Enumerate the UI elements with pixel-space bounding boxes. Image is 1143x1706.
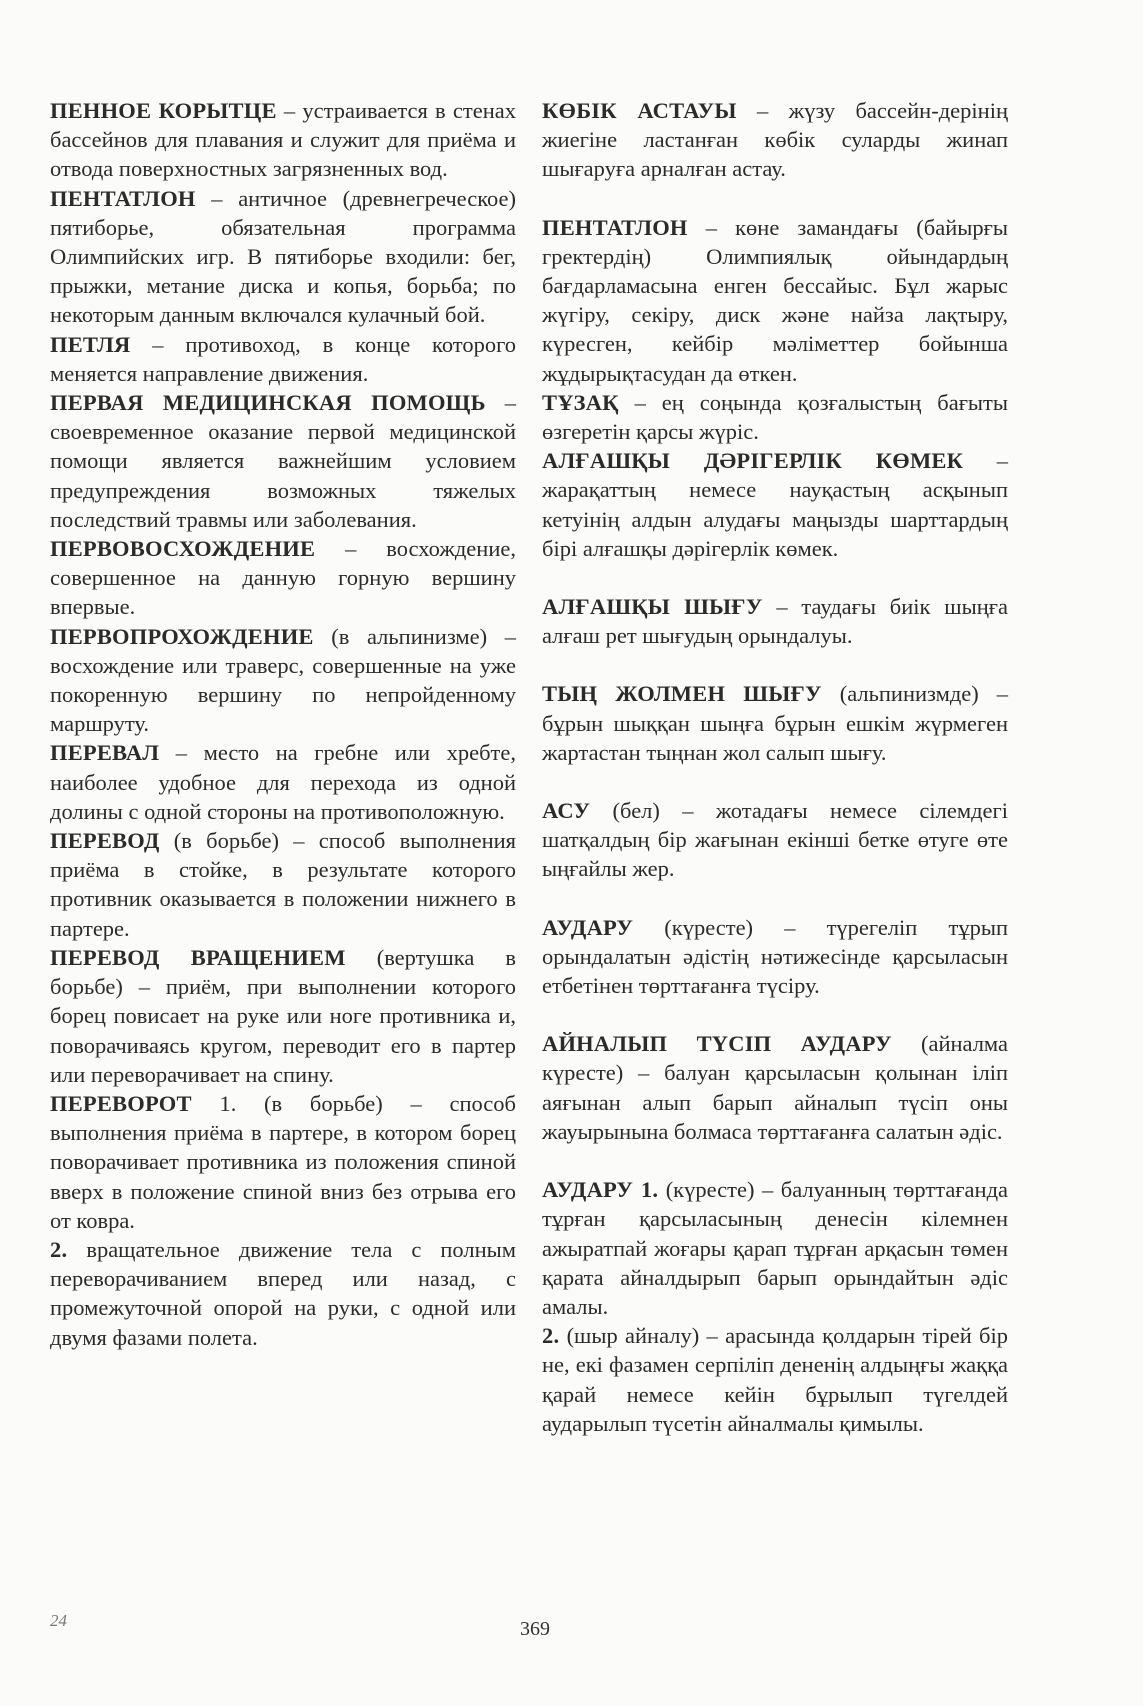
entry-petlya [50, 330, 516, 388]
entry-definition: – жүзу бассейн-дерінің жиегіне ластанған көбік суларды жинап шығаруға арналған астау. [542, 98, 1008, 182]
entry-term: АУДАРУ [542, 914, 634, 940]
entry-definition: – своевременное оказание первой медицинской помощи является важнейшим условием предупреждения возможных тяжелых последствий травмы или заболевания. [50, 390, 516, 532]
entry-term: ТЫҢ ЖОЛМЕН ШЫҒУ [542, 681, 822, 707]
entry-definition: – восхождение, совершенное на данную горную вершину впервые. [50, 536, 516, 620]
entry-term: ПЕННОЕ КОРЫТЦЕ [50, 98, 277, 123]
entry-tyn-zholmen-shygu [542, 679, 1008, 767]
entry-definition: – жарақаттың немесе науқастың асқынып кетуінің алдын алудағы маңызды шарттардың бірі алғашқы дәрігерлік көмек. [542, 448, 1008, 561]
entry-term: АСУ [542, 798, 591, 824]
entry-term: ПЕРВАЯ МЕДИЦИНСКАЯ ПОМОЩЬ [50, 390, 486, 416]
entry-pervaya-pomosch [50, 388, 516, 534]
entry-perevorot-2 [50, 1235, 516, 1352]
entry-definition: (вертушка в борьбе) – приём, при выполнении которого борец повисает на руке или ноге противника и, поворачиваясь кругом, переводит его в партер или переворачивает на спину. [50, 944, 516, 1087]
entry-definition: (в борьбе) – способ выполнения приёма в стойке, в результате которого противник оказывается в положении нижнего в партере. [50, 828, 516, 941]
entry-algashky-shygu [542, 592, 1008, 650]
entry-pervovoshozhdenie [50, 534, 516, 622]
entry-term: ПЕТЛЯ [50, 331, 131, 357]
entry-definition: – көне замандағы (байырғы гректердің) Олимпиялық ойындардың бағдарламасына енген бессайыс. Бұл жарыс жүгіру, секіру, диск және найза лақтыру, күресген, кейбір мәліметтер бойынша жұдырықтасудан да өткен. [542, 214, 1008, 386]
entry-definition: вращательное движение тела с полным переворачиванием вперед или назад, с промежуточной опорой на руки, с одной или двумя фазами полета. [50, 1236, 516, 1350]
entry-term: ПЕРЕВОРОТ [50, 1090, 192, 1116]
entry-algashky-komek [542, 446, 1008, 563]
entry-term: ТҰЗАҚ [542, 389, 619, 415]
entry-term: 2. [50, 1236, 68, 1262]
entry-definition: (шыр айналу) – арасында қолдарын тірей бір не, екі фазамен серпіліп дененің алдыңғы жаққа қарай немесе кейін бұрылып түгелдей аударылып түсетін айналмалы қимылы. [542, 1323, 1008, 1436]
entry-definition: – ең соңында қозғалыстың бағыты өзгеретін қарсы жүріс. [542, 389, 1008, 445]
entry-definition: – античное (древнегреческое) пятиборье, обязательная программа Олимпийских игр. В пятиборье входили: бег, прыжки, метание диска и копья, борьба; по некоторым данным включался кулачный бой. [50, 185, 516, 328]
entry-term: ПЕРЕВОД ВРАЩЕНИЕМ [50, 944, 346, 970]
entry-term: ПЕРЕВАЛ [50, 740, 160, 766]
footer-mark: 24 [50, 1611, 67, 1630]
entry-term: АУДАРУ 1. [542, 1177, 659, 1203]
entry-pentatlon [50, 184, 516, 330]
entry-asu [542, 796, 1008, 884]
entry-pentatlon-kz [542, 213, 1008, 388]
page-number: 369 [520, 1618, 550, 1640]
entry-audaru [542, 913, 1008, 1001]
entry-definition: – противоход, в конце которого меняется направление движения. [50, 331, 516, 386]
entry-definition: – таудағы биік шыңға алғаш рет шығудың орындалуы. [542, 594, 1008, 649]
entry-penoe-korytce [50, 96, 516, 184]
entry-definition: (күресте) – түрегеліп тұрып орындалатын әдістің нәтижесінде қарсыласын етбетінен төрттағанға түсіру. [542, 914, 1008, 999]
entry-definition: – место на гребне или хребте, наиболее удобное для перехода из одной долины с одной стороны на противоположную. [50, 740, 516, 824]
entry-pereval [50, 738, 516, 826]
entry-term: АЛҒАШҚЫ ШЫҒУ [542, 594, 763, 620]
entry-term: 2. [542, 1323, 560, 1349]
entry-ainalyp-audaru [542, 1029, 1008, 1146]
entry-term: ПЕРВОПРОХОЖДЕНИЕ [50, 623, 314, 649]
entry-tuzak [542, 388, 1008, 446]
entry-term: ПЕРВОВОСХОЖДЕНИЕ [50, 536, 316, 562]
entry-definition: (күресте) – балуанның төрттағанда тұрған қарсыласының денесін кілемнен ажыратпай жоғары қарап тұрған арқасын төмен қарата айналдырып барып орындайтын әдіс амалы. [542, 1177, 1009, 1319]
entry-definition: (бел) – жотадағы немесе сілемдегі шатқалдың бір жағынан екінші бетке өтуге өте ыңғайлы жер. [542, 798, 1008, 882]
entry-kobik-astauy [542, 96, 1008, 184]
entry-definition: (в альпинизме) – восхождение или траверс, совершенные на уже покоренную вершину по непройденному маршруту. [50, 623, 516, 737]
entry-term: АЛҒАШҚЫ ДӘРІГЕРЛІК КӨМЕК [542, 448, 964, 474]
entry-term: АЙНАЛЫП ТҮСІП АУДАРУ [542, 1031, 892, 1057]
entry-term: ПЕРЕВОД [50, 828, 160, 854]
entry-pervoprohozhdenie [50, 622, 516, 739]
entry-perevod [50, 826, 516, 943]
entry-definition: 1. (в борьбе) – способ выполнения приёма в партере, в котором борец поворачивает противника из положения спиной вверх в положение спиной вниз без отрыва его от ковра. [50, 1090, 516, 1233]
entry-term: КӨБІК АСТАУЫ [542, 98, 737, 123]
kazakh-column [542, 96, 1008, 1438]
entry-definition: (айналма күресте) – балуан қарсыласын қолынан іліп аяғынан алып барып айналып түсіп оны жауырынына болмаса төрттағанға салатын әдіс. [542, 1031, 1009, 1144]
entry-audaru-1 [542, 1175, 1008, 1321]
entry-definition: – устраивается в стенах бассейнов для плавания и служит для приёма и отвода поверхностных загрязненных вод. [50, 98, 516, 182]
russian-column [50, 96, 516, 1352]
entry-perevod-vrascheniem [50, 943, 516, 1089]
entry-perevorot [50, 1089, 516, 1235]
entry-audaru-2 [542, 1321, 1008, 1438]
entry-term: ПЕНТАТЛОН [50, 185, 196, 211]
entry-term: ПЕНТАТЛОН [542, 214, 688, 240]
entry-definition: (альпинизмде) – бұрын шыққан шыңға бұрын ешкім жүрмеген жартастан тыңнан жол салып шығу. [542, 681, 1008, 765]
